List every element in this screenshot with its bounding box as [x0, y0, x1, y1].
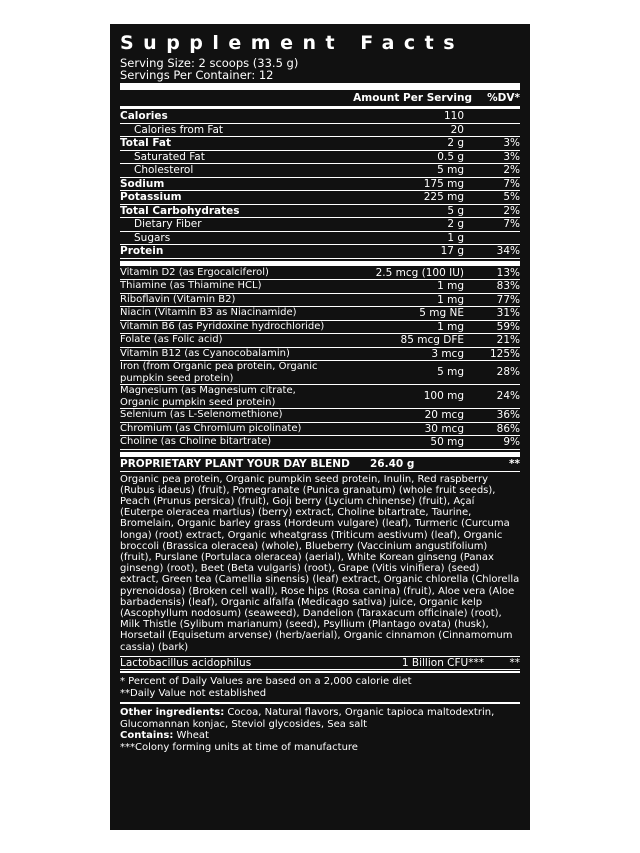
- vitamin-name: Thiamine (as Thiamine HCL): [120, 280, 262, 291]
- blend-name: PROPRIETARY PLANT YOUR DAY BLEND: [120, 457, 350, 470]
- cfu-note: ***Colony forming units at time of manufacture: [120, 741, 358, 753]
- nutrient-amount: 20: [450, 123, 464, 136]
- vitamin-row: [120, 423, 520, 437]
- nutrient-row: [120, 245, 520, 259]
- vitamin-amount: 30 mcg: [424, 422, 464, 435]
- amount-per-serving-header: Amount Per Serving: [353, 92, 472, 104]
- vitamin-dv: 13%: [496, 266, 520, 279]
- nutrient-row: [120, 151, 520, 165]
- contains: [120, 730, 520, 742]
- nutrient-row: [120, 218, 520, 232]
- dv-header: %DV*: [487, 92, 520, 104]
- medium-divider: [120, 702, 520, 704]
- nutrient-amount: 1 g: [447, 231, 464, 244]
- vitamin-dv: 83%: [496, 280, 520, 292]
- vitamin-row: [120, 321, 520, 335]
- vitamin-name-line2: pumpkin seed protein): [120, 372, 234, 384]
- blend-amount: 26.40 g: [370, 457, 415, 470]
- nutrient-dv: 3%: [503, 137, 520, 149]
- serving-size: Serving Size: 2 scoops (33.5 g): [120, 56, 299, 70]
- vitamin-row: [120, 348, 520, 362]
- nutrient-dv: 34%: [496, 245, 520, 257]
- vitamin-name: Chromium (as Chromium picolinate): [120, 422, 302, 434]
- nutrient-amount: 110: [443, 110, 464, 122]
- nutrient-name: Protein: [120, 245, 164, 257]
- contains-text: Wheat: [173, 730, 209, 742]
- medium-divider: [120, 671, 520, 673]
- nutrient-name: Saturated Fat: [134, 150, 205, 163]
- vitamin-name: Choline (as Choline bitartrate): [120, 436, 272, 447]
- nutrient-amount: 5 g: [447, 204, 464, 217]
- vitamin-name-line1: Magnesium (as Magnesium citrate,: [120, 385, 296, 396]
- thick-divider: [120, 452, 520, 457]
- vitamin-row: [120, 307, 520, 321]
- nutrient-amount: 2 g: [447, 137, 464, 149]
- vitamin-amount: 20 mcg: [424, 409, 464, 421]
- vitamin-name: [120, 361, 374, 384]
- blend-dv: **: [509, 457, 520, 470]
- blend-ingredients: Organic pea protein, Organic pumpkin seed protein, Inulin, Red raspberry (Rubus idaeus) (fruit), Pomegranate (Punica granatum) (whole fruit seeds), Peach (Prunus persica) (fruit), Goji berry (Lycium chinense) (fruit), Açaí (Euterpe oleracea martius) (berry) extract, Choline bitartrate, Taurine, Bromelain, Organic barley grass (Hordeum vulgare) (leaf), Turmeric (Curcuma longa) (root) extract, Organic wheatgrass (Triticum aestivum) (leaf), Organic broccoli (Brassica oleracea) (whole), Blueberry (Vaccinium angustifolium) (fruit), Purslane (Portulaca oleracea) (aerial), White Korean ginseng (Panax ginseng) (root), Beet (Beta vulgaris) (root), Grape (Vitis vinifiera) (seed) extract, Green tea (Camellia sinensis) (leaf) extract, Organic chlorella (Chlorella pyrenoidosa) (Broken cell wall), Rose hips (Rosa canina) (fruit), Aloe vera (Aloe barbadensis) (leaf), Organic alfalfa (Medicago sativa) juice, Organic kelp (Ascophyllum nodosum) (seaweed), Dandelion (Taraxacum officinale) (root), Milk Thistle (Sylibum marianum) (seed), Psyllium (Plantago ovata) (husk), Horsetail (Equisetum arvense) (herb/aerial), Organic cinnamon (Cinnamomum cassia) (bark): [120, 473, 520, 653]
- vitamin-amount: 85 mcg DFE: [400, 334, 464, 346]
- vitamin-amount: 5 mg NE: [419, 307, 464, 319]
- vitamin-name: Vitamin D2 (as Ergocalciferol): [120, 266, 269, 278]
- vitamin-name: Selenium (as L-Selenomethione): [120, 409, 283, 420]
- nutrient-name: Potassium: [120, 191, 182, 203]
- other-ingredients: [120, 705, 520, 730]
- nutrient-name: Calories from Fat: [134, 123, 224, 136]
- nutrient-dv: [470, 232, 520, 245]
- nutrient-row: [120, 110, 520, 124]
- vitamin-amount: 1 mg: [437, 293, 464, 306]
- other-ingredients-text: Cocoa, Natural flavors, Organic tapioca maltodextrin, Glucomannan konjac, Steviol glycosides, Sea salt: [120, 707, 495, 730]
- panel-title: Supplement Facts: [120, 32, 465, 54]
- nutrient-dv: 2%: [503, 164, 520, 176]
- nutrient-dv: 2%: [503, 204, 520, 217]
- thick-divider: [120, 261, 520, 266]
- vitamin-dv: 9%: [503, 436, 520, 448]
- vitamin-dv: 59%: [496, 320, 520, 333]
- footnotes: [120, 674, 520, 701]
- vitamin-row: [120, 409, 520, 423]
- vitamin-amount: 100 mg: [423, 389, 464, 402]
- vitamin-amount: 3 mcg: [431, 347, 464, 360]
- vitamin-row: [120, 436, 520, 450]
- nutrient-amount: 5 mg: [437, 164, 464, 176]
- vitamin-dv: 31%: [496, 307, 520, 319]
- macro-rows: [120, 110, 520, 259]
- vitamin-dv: 24%: [496, 389, 520, 402]
- lacto-dv: **: [509, 656, 520, 669]
- nutrient-dv: [470, 124, 520, 137]
- nutrient-dv: 5%: [503, 191, 520, 203]
- nutrient-row: [120, 137, 520, 151]
- vitamin-row: [120, 334, 520, 348]
- vitamin-amount: 1 mg: [437, 320, 464, 333]
- vitamin-name: Niacin (Vitamin B3 as Niacinamide): [120, 307, 297, 318]
- nutrient-row: [120, 205, 520, 219]
- vitamin-name-line1: Iron (from Organic pea protein, Organic: [120, 361, 318, 372]
- lacto-name: Lactobacillus acidophilus: [120, 656, 252, 669]
- nutrient-row: [120, 164, 520, 178]
- vitamin-dv: 36%: [496, 409, 520, 421]
- contains-label: Contains:: [120, 730, 174, 742]
- vitamin-name: Riboflavin (Vitamin B2): [120, 293, 236, 305]
- vitamin-amount: 2.5 mcg (100 IU): [375, 266, 464, 279]
- vitamin-name: [120, 385, 374, 408]
- nutrient-row: [120, 191, 520, 205]
- nutrient-name: Dietary Fiber: [134, 218, 202, 230]
- other-ingredients-label: Other ingredients:: [120, 707, 225, 719]
- servings-per-container: Servings Per Container: 12: [120, 68, 274, 82]
- nutrient-name: Sugars: [134, 231, 171, 244]
- medium-divider: [120, 106, 520, 109]
- nutrient-amount: 17 g: [440, 245, 464, 257]
- lacto-amount: 1 Billion CFU***: [401, 656, 484, 669]
- vitamin-name: Folate (as Folic acid): [120, 334, 223, 345]
- vitamin-row: [120, 280, 520, 294]
- supplement-facts-panel: [110, 24, 530, 830]
- nutrient-name: Cholesterol: [134, 164, 194, 176]
- vitamin-row: [120, 385, 520, 409]
- vitamin-amount: 1 mg: [437, 280, 464, 292]
- vitamin-row: [120, 361, 520, 385]
- nutrient-amount: 225 mg: [423, 191, 464, 203]
- vitamin-dv: 86%: [496, 422, 520, 435]
- column-header: [120, 91, 520, 105]
- vitamin-name: Vitamin B12 (as Cyanocobalamin): [120, 347, 290, 359]
- vitamin-row: [120, 267, 520, 281]
- nutrient-name: Sodium: [120, 177, 165, 190]
- footnote-dv: * Percent of Daily Values are based on a 2,000 calorie diet: [120, 676, 412, 688]
- nutrient-amount: 175 mg: [423, 177, 464, 190]
- vitamin-amount: 50 mg: [430, 436, 464, 448]
- thick-divider: [120, 83, 520, 90]
- lacto-row: [120, 656, 520, 671]
- vitamin-name: Vitamin B6 (as Pyridoxine hydrochloride): [120, 320, 325, 332]
- nutrient-amount: 0.5 g: [437, 150, 464, 163]
- footnote-not-established: **Daily Value not established: [120, 687, 267, 699]
- vitamin-dv: 77%: [496, 293, 520, 306]
- vitamin-rows: [120, 267, 520, 450]
- nutrient-row: [120, 178, 520, 192]
- nutrient-dv: 3%: [503, 150, 520, 163]
- nutrient-row: [120, 124, 520, 138]
- blend-row: [120, 458, 520, 472]
- nutrient-name: Total Fat: [120, 137, 172, 149]
- vitamin-dv: 125%: [489, 347, 520, 360]
- nutrient-dv: 7%: [503, 177, 520, 190]
- nutrient-row: [120, 232, 520, 246]
- nutrient-dv: 7%: [503, 218, 520, 230]
- vitamin-dv: 28%: [496, 365, 520, 378]
- vitamin-name-line2: Organic pumpkin seed protein): [120, 396, 276, 408]
- nutrient-name: Total Carbohydrates: [120, 204, 240, 217]
- vitamin-row: [120, 294, 520, 308]
- vitamin-dv: 21%: [496, 334, 520, 346]
- nutrient-name: Calories: [120, 110, 168, 122]
- vitamin-amount: 5 mg: [437, 365, 464, 378]
- nutrient-dv: [470, 110, 520, 123]
- nutrient-amount: 2 g: [447, 218, 464, 230]
